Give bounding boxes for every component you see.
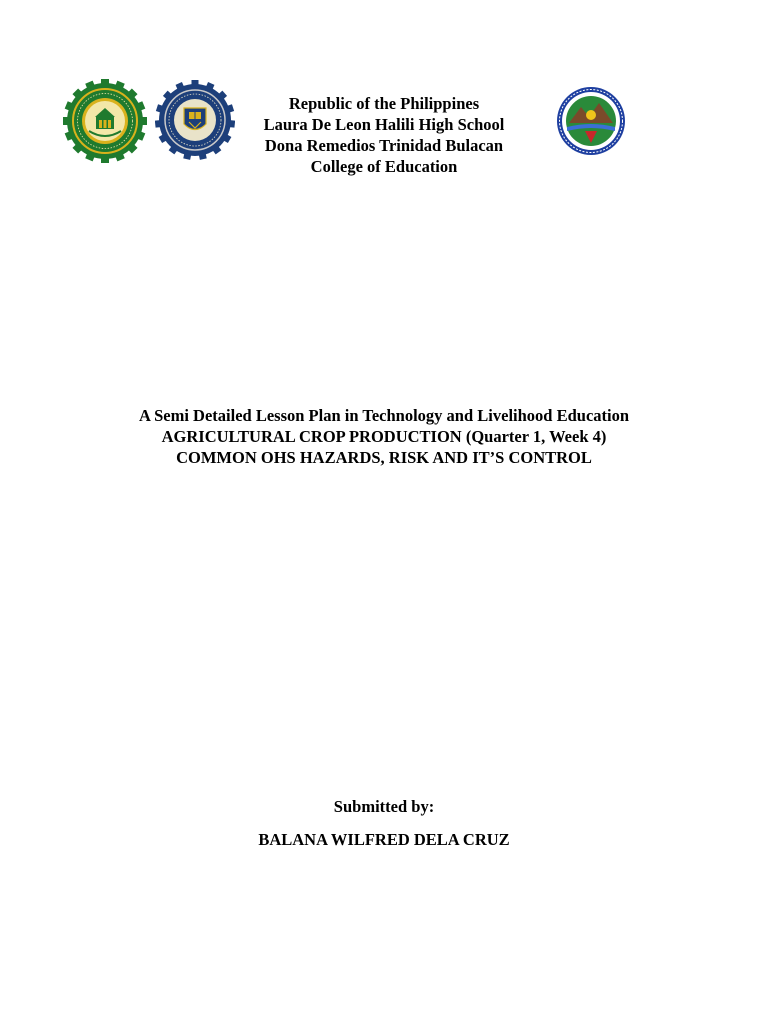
university-seal-icon — [63, 79, 147, 163]
title-line-1: A Semi Detailed Lesson Plan in Technology and Livelihood Education — [138, 406, 630, 425]
title-line-3: COMMON OHS HAZARDS, RISK AND IT’S CONTROL — [176, 448, 592, 467]
lesson-plan-title — [60, 405, 708, 468]
letterhead — [200, 93, 568, 177]
author-name: BALANA WILFRED DELA CRUZ — [258, 830, 510, 849]
title-line-2: AGRICULTURAL CROP PRODUCTION (Quarter 1, Week 4) — [161, 427, 607, 446]
country-heading: Republic of the Philippines — [288, 94, 480, 113]
college-name: College of Education — [310, 157, 458, 176]
school-name: Laura De Leon Halili High School — [263, 115, 505, 134]
submitted-by-label: Submitted by: — [333, 797, 435, 816]
school-location: Dona Remedios Trinidad Bulacan — [264, 136, 504, 155]
